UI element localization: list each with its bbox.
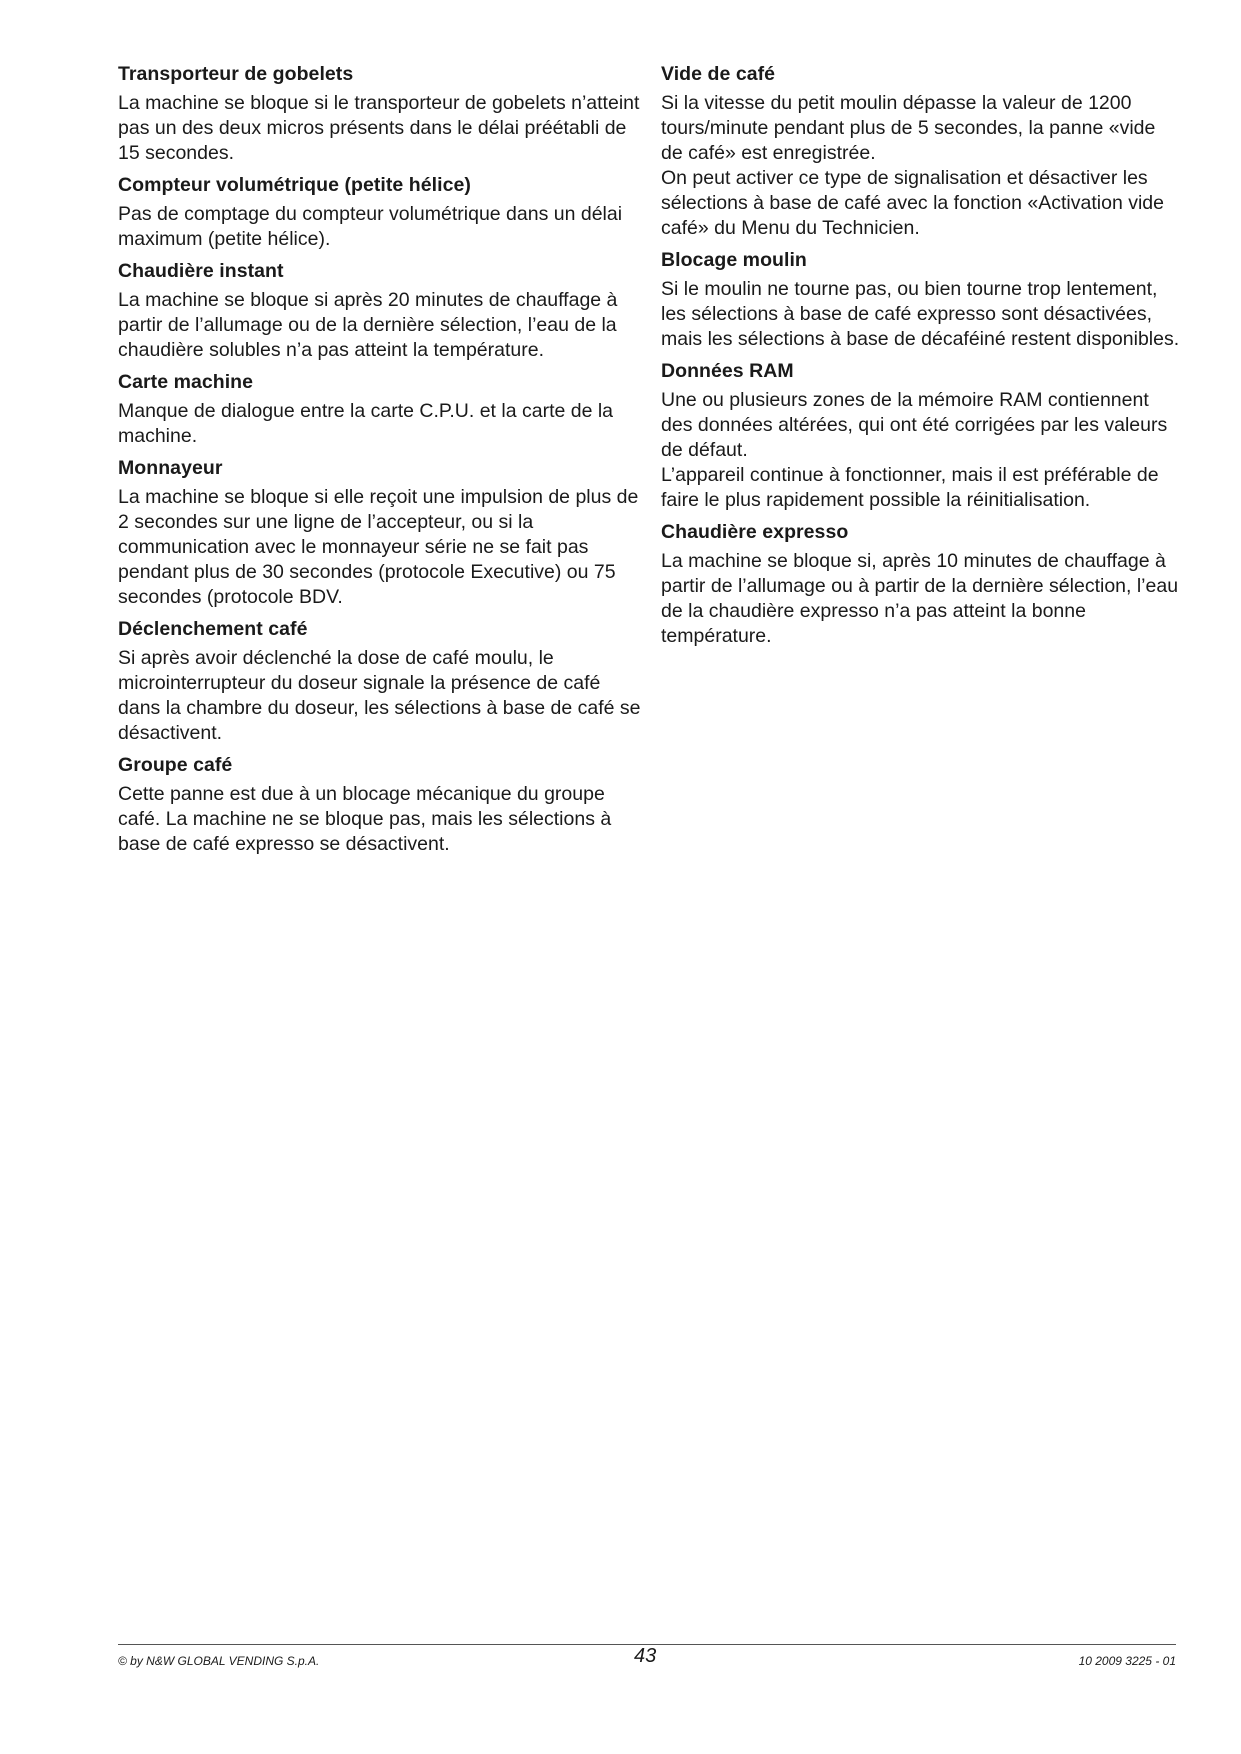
section-monnayeur	[118, 456, 648, 610]
section-title: Chaudière instant	[118, 260, 284, 282]
section-text: La machine se bloque si le transporteur de gobelets n’atteint pas un des deux micros présents dans le délai préétabli de 15 secondes.	[118, 92, 640, 164]
section-title: Données RAM	[661, 360, 794, 382]
right-column	[661, 62, 1181, 656]
section-transporteur-gobelets	[118, 62, 648, 166]
section-title: Transporteur de gobelets	[118, 63, 354, 85]
section-text: Une ou plusieurs zones de la mémoire RAM contiennent des données altérées, qui ont été corrigées par les valeurs de défaut.	[661, 389, 1168, 461]
section-text: On peut activer ce type de signalisation et désactiver les sélections à base de café avec la fonction «Activation vide café» du Menu du Technicien.	[661, 167, 1164, 239]
section-carte-machine	[118, 370, 648, 449]
section-text: La machine se bloque si après 20 minutes de chauffage à partir de l’allumage ou de la dernière sélection, l’eau de la chaudière solubles n’a pas atteint la température.	[118, 289, 618, 361]
section-text: La machine se bloque si elle reçoit une impulsion de plus de 2 secondes sur une ligne de l’accepteur, ou si la communication avec le monnayeur série ne se fait pas pendant plus de 30 secondes (protocole Executive) ou 75 secondes (protocole BDV.	[118, 486, 639, 608]
section-text: Si après avoir déclenché la dose de café moulu, le microinterrupteur du doseur signale la présence de café dans la chambre du doseur, les sélections à base de café se désactivent.	[118, 647, 641, 744]
section-groupe-cafe	[118, 753, 648, 857]
section-text: Pas de comptage du compteur volumétrique dans un délai maximum (petite hélice).	[118, 203, 623, 250]
section-vide-de-cafe	[661, 62, 1181, 241]
section-title: Vide de café	[661, 63, 776, 85]
section-declenchement-cafe	[118, 617, 648, 746]
section-text: Si la vitesse du petit moulin dépasse la valeur de 1200 tours/minute pendant plus de 5 secondes, la panne «vide de café» est enregistrée.	[661, 92, 1156, 164]
left-column	[118, 62, 648, 864]
section-title: Carte machine	[118, 371, 254, 393]
section-blocage-moulin	[661, 248, 1181, 352]
section-donnees-ram	[661, 359, 1181, 513]
page-number: 43	[634, 1645, 657, 1667]
section-text: Cette panne est due à un blocage mécanique du groupe café. La machine ne se bloque pas, mais les sélections à base de café expresso se désactivent.	[118, 783, 612, 855]
section-chaudiere-expresso	[661, 520, 1181, 649]
footer-copyright: © by N&W GLOBAL VENDING S.p.A.	[118, 1654, 320, 1668]
section-text: La machine se bloque si, après 10 minutes de chauffage à partir de l’allumage ou à partir de la dernière sélection, l’eau de la chaudière expresso n’a pas atteint la bonne température.	[661, 550, 1179, 647]
section-title: Chaudière expresso	[661, 521, 849, 543]
section-title: Compteur volumétrique (petite hélice)	[118, 174, 471, 196]
footer-doc-ref: 10 2009 3225 - 01	[1078, 1654, 1176, 1668]
section-compteur-volumetrique	[118, 173, 648, 252]
section-text: L’appareil continue à fonctionner, mais il est préférable de faire le plus rapidement possible la réinitialisation.	[661, 464, 1159, 511]
section-title: Monnayeur	[118, 457, 223, 479]
section-title: Déclenchement café	[118, 618, 308, 640]
section-text: Si le moulin ne tourne pas, ou bien tourne trop lentement, les sélections à base de café expresso sont désactivées, mais les sélections à base de décaféiné restent disponibles.	[661, 278, 1180, 350]
section-title: Groupe café	[118, 754, 233, 776]
section-text: Manque de dialogue entre la carte C.P.U. et la carte de la machine.	[118, 400, 614, 447]
section-chaudiere-instant	[118, 259, 648, 363]
section-title: Blocage moulin	[661, 249, 807, 271]
